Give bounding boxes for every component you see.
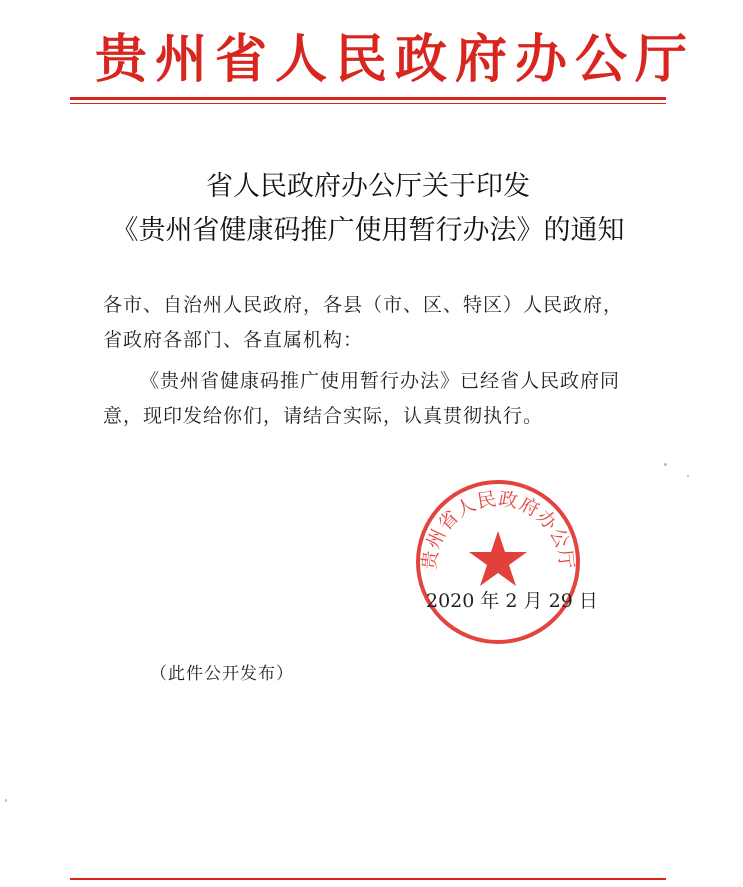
scan-speck [5, 799, 7, 802]
svg-text:贵州省人民政府办公厅: 贵州省人民政府办公厅 [418, 487, 578, 571]
official-seal [414, 478, 582, 646]
scan-speck [664, 463, 667, 466]
body-paragraph-line-2: 意，现印发给你们，请结合实际，认真贯彻执行。 [103, 405, 544, 427]
body-paragraph-line-1: 《贵州省健康码推广使用暂行办法》已经省人民政府同 [140, 370, 621, 392]
star-icon [469, 531, 527, 586]
addressees-line-2: 省政府各部门、各直属机构： [103, 329, 364, 351]
document-title-line-1: 省人民政府办公厅关于印发 [206, 171, 530, 202]
scan-speck [687, 475, 689, 477]
issuer-header: 贵州省人民政府办公厅 [95, 29, 696, 90]
publish-note: （此件公开发布） [150, 664, 294, 684]
header-red-rule [70, 97, 666, 100]
addressees-line-1: 各市、自治州人民政府，各县（市、区、特区）人民政府， [103, 294, 624, 316]
header-red-rule-thin [70, 103, 666, 104]
document-date: 2020 年 2 月 29 日 [426, 590, 598, 612]
footer-red-rule [70, 878, 666, 880]
document-title-line-2: 《贵州省健康码推广使用暂行办法》的通知 [111, 215, 625, 246]
